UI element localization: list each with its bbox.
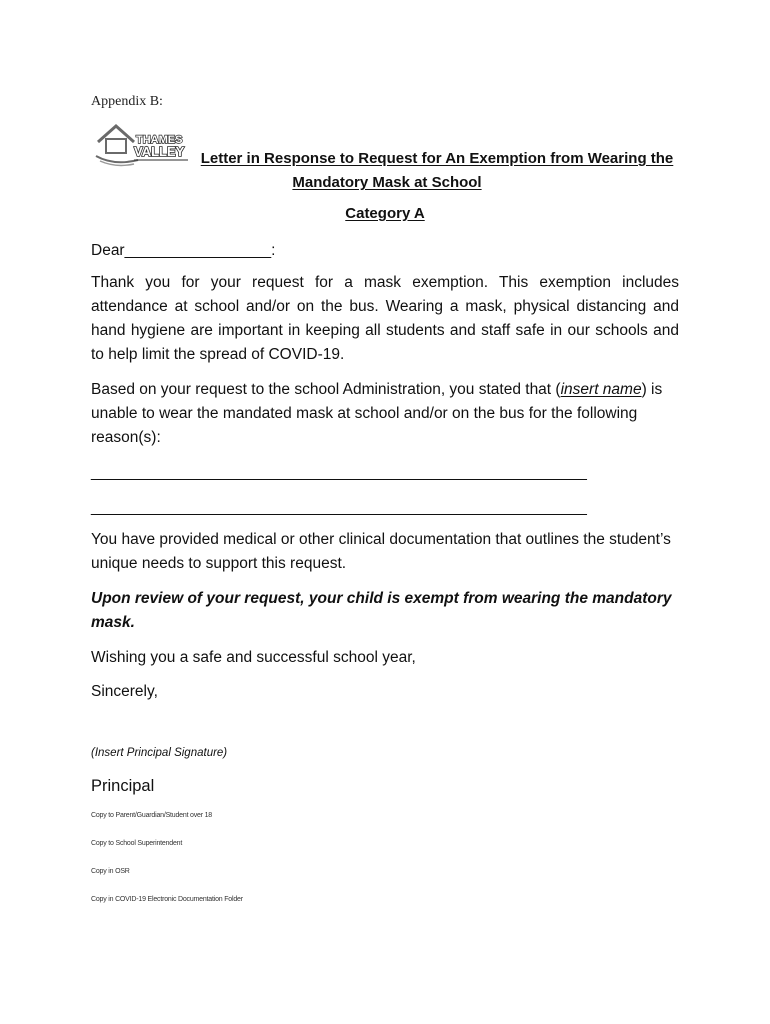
paragraph-reason-intro [91,378,679,450]
closing-wish: Wishing you a safe and successful school year, [91,649,416,666]
title-line-1: Letter in Response to Request for An Exemption from Wearing the [200,150,674,167]
insert-name-placeholder: insert name [560,381,642,398]
principal-title: Principal [91,777,155,795]
signature-placeholder: (Insert Principal Signature) [91,747,228,759]
letter-title [91,147,683,195]
reason-intro-before: Based on your request to the school Administration, you stated that ( [91,381,561,398]
copy-line: Copy in OSR [91,868,130,875]
sign-off: Sincerely, [91,683,158,700]
paragraph-exemption-decision: Upon review of your request, your child is exempt from wearing the mandatory mask. [91,590,672,631]
copy-line: Copy to Parent/Guardian/Student over 18 [91,812,213,819]
reason-blank-line: _____________________________________________________________ [91,499,587,516]
salutation: Dear_________________: [91,242,276,259]
copy-line: Copy in COVID-19 Electronic Documentation Folder [91,896,243,903]
category-heading: Category A [345,205,425,222]
appendix-label: Appendix B: [91,94,163,109]
reason-intro-after: ) is unable to wear the mandated mask at school and/or on the bus for the following reason(s): [91,381,663,446]
logo-word-bottom: VALLEY [134,144,185,159]
copy-line: Copy to School Superintendent [91,840,183,847]
paragraph-request-thanks: Thank you for your request for a mask exemption. This exemption includes attendance at school and/or on the bus. Wearing a mask, physical distancing and hand hygiene are important in keeping all students and staff safe in our schools and to help limit the spread of COVID-19. [91,274,679,363]
title-line-2: Mandatory Mask at School [292,174,482,191]
paragraph-documentation: You have provided medical or other clinical documentation that outlines the student’s unique needs to support this request. [91,531,671,572]
logo-word-top: THAMES [136,134,183,146]
reason-blank-line: _____________________________________________________________ [91,464,587,481]
